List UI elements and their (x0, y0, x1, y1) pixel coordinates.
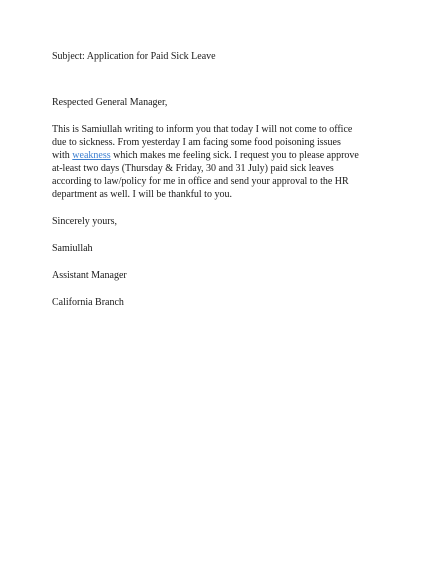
letter-body (52, 123, 390, 201)
body-line-3-suffix: which makes me feeling sick. I request you to please approve (113, 150, 359, 161)
body-line-6: department as well. I will be thankful to you. (52, 189, 232, 200)
body-line-3 (52, 149, 390, 162)
signature-title: Assistant Manager (52, 270, 127, 281)
subject-line: Subject: Application for Paid Sick Leave (52, 51, 216, 62)
letter (52, 50, 390, 309)
closing: Sincerely yours, (52, 216, 117, 227)
body-line-4: at-least two days (Thursday & Friday, 30 and 31 July) paid sick leaves (52, 163, 334, 174)
body-line-3-prefix: with (52, 150, 70, 161)
weakness-link[interactable]: weakness (72, 150, 111, 161)
body-line-5: according to law/policy for me in office and send your approval to the HR (52, 176, 349, 187)
signature-name: Samiullah (52, 243, 93, 254)
signature-branch: California Branch (52, 297, 124, 308)
body-line-2: due to sickness. From yesterday I am facing some food poisoning issues (52, 137, 341, 148)
salutation: Respected General Manager, (52, 97, 168, 108)
body-line-1: This is Samiullah writing to inform you that today I will not come to office (52, 124, 353, 135)
